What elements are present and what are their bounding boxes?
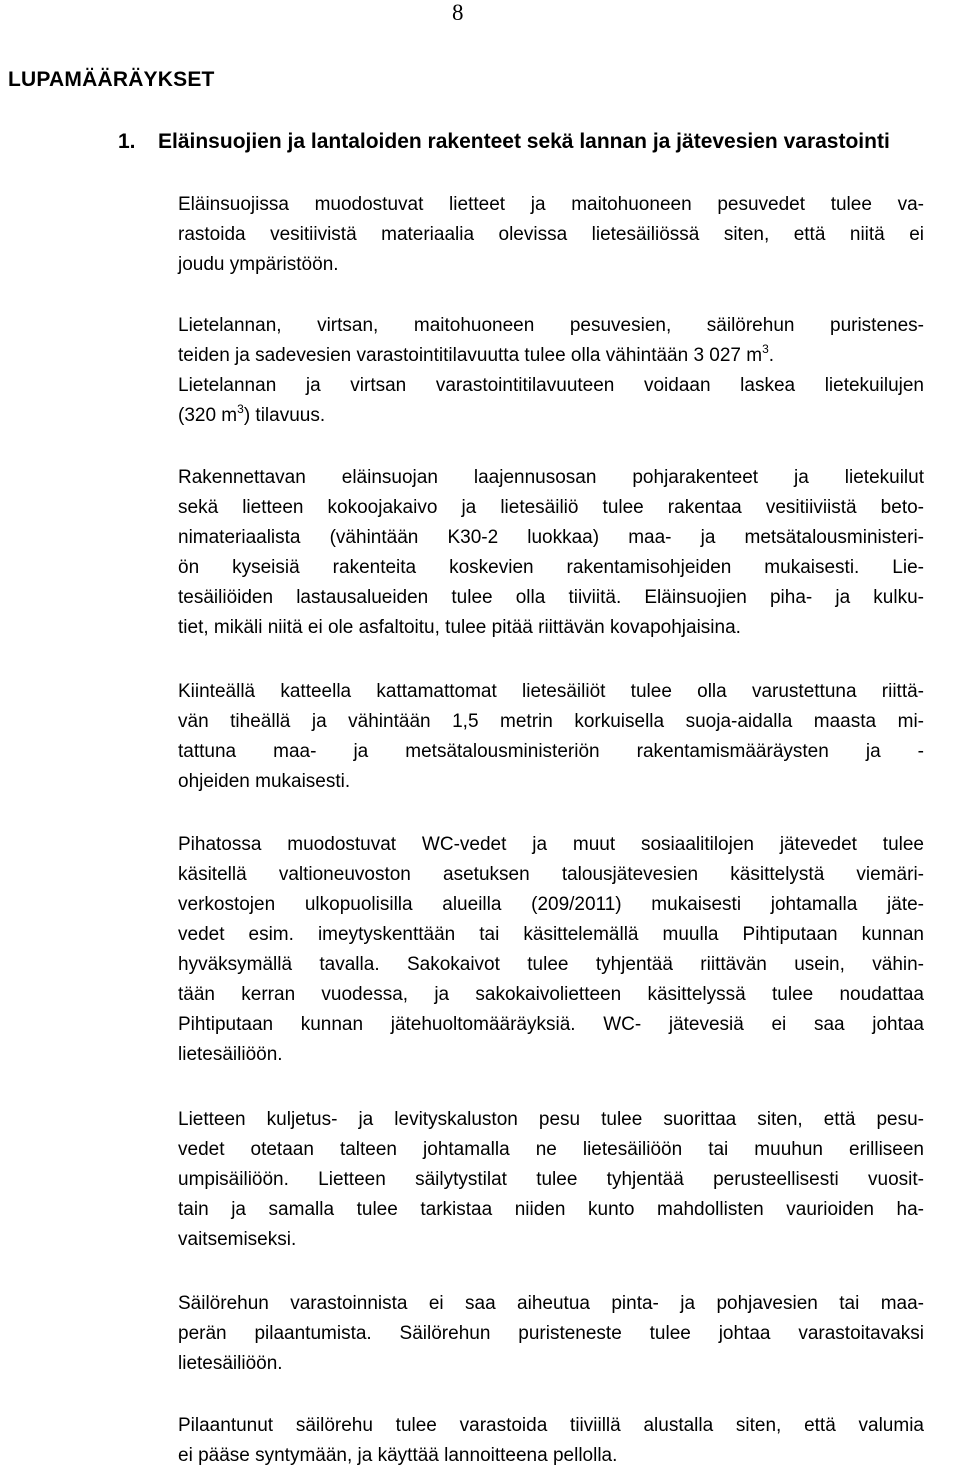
text-line: Lietteen kuljetus- ja levityskaluston pesu tulee suorittaa siten, että pesu- [178,1109,924,1130]
text-line: käsitellä valtioneuvoston asetuksen talousjätevesien käsittelystä viemäri- [178,864,924,885]
text-segment: (320 m [178,405,238,426]
superscript: 3 [237,402,244,416]
text-line: vedet otetaan talteen johtamalla ne lietesäiliöön tai muuhun erilliseen [178,1139,924,1160]
text-line: vedet esim. imeytyskenttään tai käsittelemällä muulla Pihtiputaan kunnan [178,924,924,945]
text-line: tiet, mikäli niitä ei ole asfaltoitu, tulee pitää riittävän kovapohjaisina. [178,617,741,638]
paragraph-spoiled-silage [178,1411,924,1471]
superscript: 3 [762,342,769,356]
text-line [178,341,924,371]
text-line: Kiinteällä katteella kattamattomat lietesäiliöt tulee olla varustettuna riittä- [178,681,924,702]
text-line: rastoida vesitiivistä materiaalia olevissa lietesäiliössä siten, että niitä ei [178,224,924,245]
text-line: verkostojen ulkopuolisilla alueilla (209/2011) mukaisesti johtamalla jäte- [178,894,924,915]
text-line: tain ja samalla tulee tarkistaa niiden kunto mahdollisten vaurioiden ha- [178,1199,924,1220]
text-line: tesäiliöiden lastausalueiden tulee olla tiiviitä. Eläinsuojien piha- ja kulku- [178,587,924,608]
text-line: Pilaantunut säilörehu tulee varastoida tiiviillä alustalla siten, että valumia [178,1415,924,1436]
text-line: Eläinsuojissa muodostuvat lietteet ja maitohuoneen pesuvedet tulee va- [178,194,924,215]
text-line: Rakennettavan eläinsuojan laajennusosan pohjarakenteet ja lietekuilut [178,467,924,488]
text-line [178,401,924,431]
section-heading-text: Eläinsuojien ja lantaloiden rakenteet sekä lannan ja jätevesien varastointi [158,130,890,153]
paragraph-foundation-structures [178,463,924,643]
text-line: umpisäiliöön. Lietteen säilytystilat tulee tyhjentää perusteellisesti vuosit- [178,1169,924,1190]
text-line: Pihatossa muodostuvat WC-vedet ja muut sosiaalitilojen jätevedet tulee [178,834,924,855]
text-segment: . [768,345,775,366]
text-line: Lietelannan, virtsan, maitohuoneen pesuvesien, säilörehun puristenes- [178,315,924,336]
paragraph-equipment-washing [178,1105,924,1255]
text-line: Säilörehun varastoinnista ei saa aiheutua pinta- ja pohjavesien tai maa- [178,1293,924,1314]
paragraph-safety-fence [178,677,924,797]
text-line: hyväksymällä tavalla. Sakokaivot tulee tyhjentää riittävän usein, vähin- [178,954,924,975]
text-line: nimateriaalista (vähintään K30-2 luokkaa) maa- ja metsätalousministeri- [178,527,924,548]
text-line: perän pilaantumista. Säilörehun puristeneste tulee johtaa varastoitavaksi [178,1323,924,1344]
text-line: vän tiheällä ja vähintään 1,5 metrin korkuisella suoja-aidalla maasta mi- [178,711,924,732]
text-line: sekä lietteen kokoojakaivo ja lietesäiliö tulee rakentaa vesitiiviistä beto- [178,497,924,518]
text-line: joudu ympäristöön. [178,254,339,275]
text-line: ön kyseisiä rakenteita koskevien rakentamisohjeiden mukaisesti. Lie- [178,557,924,578]
text-line: tattuna maa- ja metsätalousministeriön rakentamismääräysten ja - [178,741,924,762]
page-number: 8 [452,0,464,25]
text-line: lietesäiliöön. [178,1353,283,1374]
text-line: ei pääse syntymään, ja käyttää lannoitteena pellolla. [178,1445,618,1466]
text-line: Lietelannan ja virtsan varastointitilavuuteen voidaan laskea lietekuilujen [178,375,924,396]
text-line: vaitsemiseksi. [178,1229,297,1250]
text-line: tään kerran vuodessa, ja sakokaivolietteen käsittelyssä tulee noudattaa [178,984,924,1005]
section-heading [118,128,960,156]
document-title: LUPAMÄÄRÄYKSET [8,68,215,91]
paragraph-silage-storage [178,1289,924,1379]
text-line: Pihtiputaan kunnan jätehuoltomääräyksiä. WC- jätevesiä ei saa johtaa [178,1014,924,1035]
text-line: ohjeiden mukaisesti. [178,771,351,792]
text-segment: teiden ja sadevesien varastointitilavuutta tulee olla vähintään 3 027 m [178,345,763,366]
paragraph-storage-of-slurry [178,190,924,280]
text-segment: ) tilavuus. [243,405,326,426]
section-number: 1. [118,130,136,153]
text-line: lietesäiliöön. [178,1044,283,1065]
paragraph-storage-volume [178,311,924,431]
paragraph-wastewater [178,830,924,1070]
